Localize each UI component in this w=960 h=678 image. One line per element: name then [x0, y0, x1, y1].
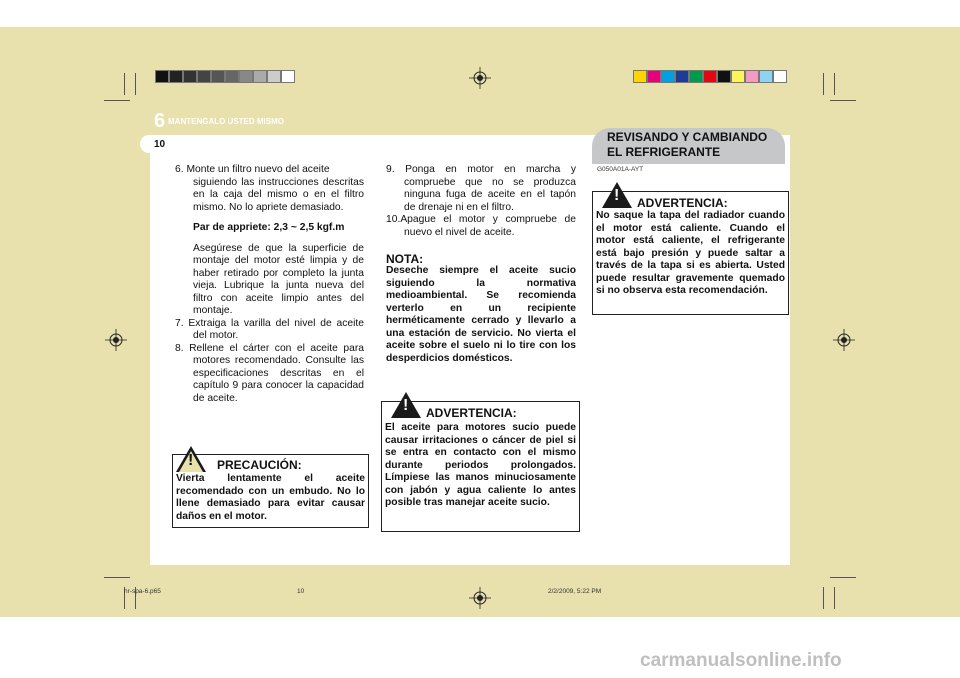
calibration-swatch: [661, 70, 675, 83]
crop-mark: [830, 100, 856, 101]
step-6-first: 6. Monte un filtro nuevo del aceite: [175, 164, 330, 175]
crop-mark: [104, 100, 130, 101]
registration-mark-icon: [469, 587, 491, 609]
radiator-warning-text: No saque la tapa del radiador cuando el motor está caliente. Cuando el motor está caliente, el refrigerante está bajo presión y puede saltar a través de la tapa si es abierta. Usted puede resultar gravemente quemado si no observa esta recomendación.: [596, 210, 785, 296]
crop-mark: [830, 577, 856, 578]
exclamation-icon: !: [188, 452, 194, 469]
registration-mark-icon: [105, 329, 127, 351]
calibration-swatch: [675, 70, 689, 83]
oil-warning-text: El aceite para motores sucio puede causar irritaciones o cáncer de piel si se entra en contacto con el mismo durante periodos prolongados. Límpiese las manos minuciosamente con jabón y agua caliente lo antes posible tras manejar aceite sucio.: [385, 422, 576, 508]
footer-page: 10: [297, 588, 305, 595]
crop-mark: [135, 73, 136, 95]
step-6-rest: siguiendo las instrucciones descritas en la caja del mismo o en el filtro mismo. No lo apriete demasiado.: [193, 176, 364, 213]
footer-file: hr-spa-6.p65: [124, 588, 161, 595]
crop-mark: [124, 73, 125, 95]
calibration-swatch: [745, 70, 759, 83]
watermark: carmanualsonline.info: [640, 650, 842, 671]
section-title-line2: EL REFRIGERANTE: [607, 145, 721, 159]
note-text: Deseche siempre el aceite sucio siguiendo la normativa medioambiental. Se recomienda verterlo en un recipiente herméticamente cerrado y llevarlo a una estación de servicio. No vierta el aceite sobre el suelo ni lo tire con los desperdicios domésticos.: [386, 265, 576, 364]
calibration-swatch: [689, 70, 703, 83]
step-7: 7. Extraiga la varilla del nivel de aceite del motor.: [175, 317, 364, 341]
crop-mark: [834, 73, 835, 95]
crop-mark: [823, 587, 824, 609]
calibration-swatch: [211, 70, 225, 83]
calibration-swatch: [647, 70, 661, 83]
calibration-swatch: [197, 70, 211, 83]
registration-mark-icon: [833, 329, 855, 351]
step-6-note: Asegúrese de que la superficie de montaje del motor esté limpia y de haber retirado por completo la junta vieja. Lubrique la junta nueva del filtro con aceite limpio antes del montaje.: [193, 242, 364, 316]
caution-title: PRECAUCIÓN:: [217, 458, 302, 472]
color-calibration-bars: [633, 70, 787, 83]
exclamation-icon: !: [614, 187, 620, 204]
page-number: 10: [154, 139, 166, 150]
section-code: G050A01A-AYT: [597, 166, 644, 173]
top-margin: [0, 0, 960, 27]
radiator-warning-box: [592, 191, 789, 315]
torque-spec: Par de appriete: 2,3 ~ 2,5 kgf.m: [193, 222, 345, 233]
calibration-swatch: [155, 70, 169, 83]
caution-text: Vierta lentamente el aceite recomendado con un embudo. No lo llene demasiado para evitar causar daños en el motor.: [176, 473, 365, 522]
crop-mark: [834, 587, 835, 609]
step-8: 8. Rellene el cárter con el aceite para motores recomendado. Consulte las especificaciones descritas en el capítulo 9 para conocer la capacidad de aceite.: [175, 342, 364, 404]
step-10: 10.Apague el motor y compruebe de nuevo el nivel de aceite.: [386, 214, 576, 238]
step-9: 9. Ponga en motor en marcha y compruebe que no se produzca ninguna fuga de aceite en el tapón de drenaje ni en el filtro.: [386, 164, 576, 213]
oil-warning-box: [381, 401, 580, 532]
middle-column-steps: [386, 164, 576, 239]
calibration-swatch: [759, 70, 773, 83]
calibration-swatch: [703, 70, 717, 83]
exclamation-icon: !: [403, 397, 409, 414]
calibration-swatch: [183, 70, 197, 83]
calibration-swatch: [253, 70, 267, 83]
calibration-swatch: [773, 70, 787, 83]
chapter-title: MANTENGALO USTED MISMO: [168, 117, 284, 126]
calibration-swatch: [731, 70, 745, 83]
chapter-number: 6: [154, 110, 166, 132]
section-title-line1: REVISANDO Y CAMBIANDO: [607, 130, 768, 144]
calibration-swatch: [267, 70, 281, 83]
note-title: NOTA:: [386, 252, 424, 266]
calibration-swatch: [169, 70, 183, 83]
calibration-swatch: [281, 70, 295, 83]
registration-mark-icon: [469, 67, 491, 89]
calibration-swatch: [225, 70, 239, 83]
left-column-steps: [175, 164, 364, 405]
footer-date: 2/2/2009, 5:22 PM: [548, 588, 602, 595]
grey-calibration-bars: [155, 70, 295, 83]
calibration-swatch: [717, 70, 731, 83]
crop-mark: [823, 73, 824, 95]
radiator-warning-title: ADVERTENCIA:: [637, 196, 728, 210]
calibration-swatch: [239, 70, 253, 83]
section-title: [607, 130, 767, 160]
calibration-swatch: [633, 70, 647, 83]
oil-warning-title: ADVERTENCIA:: [426, 406, 517, 420]
crop-mark: [104, 577, 130, 578]
